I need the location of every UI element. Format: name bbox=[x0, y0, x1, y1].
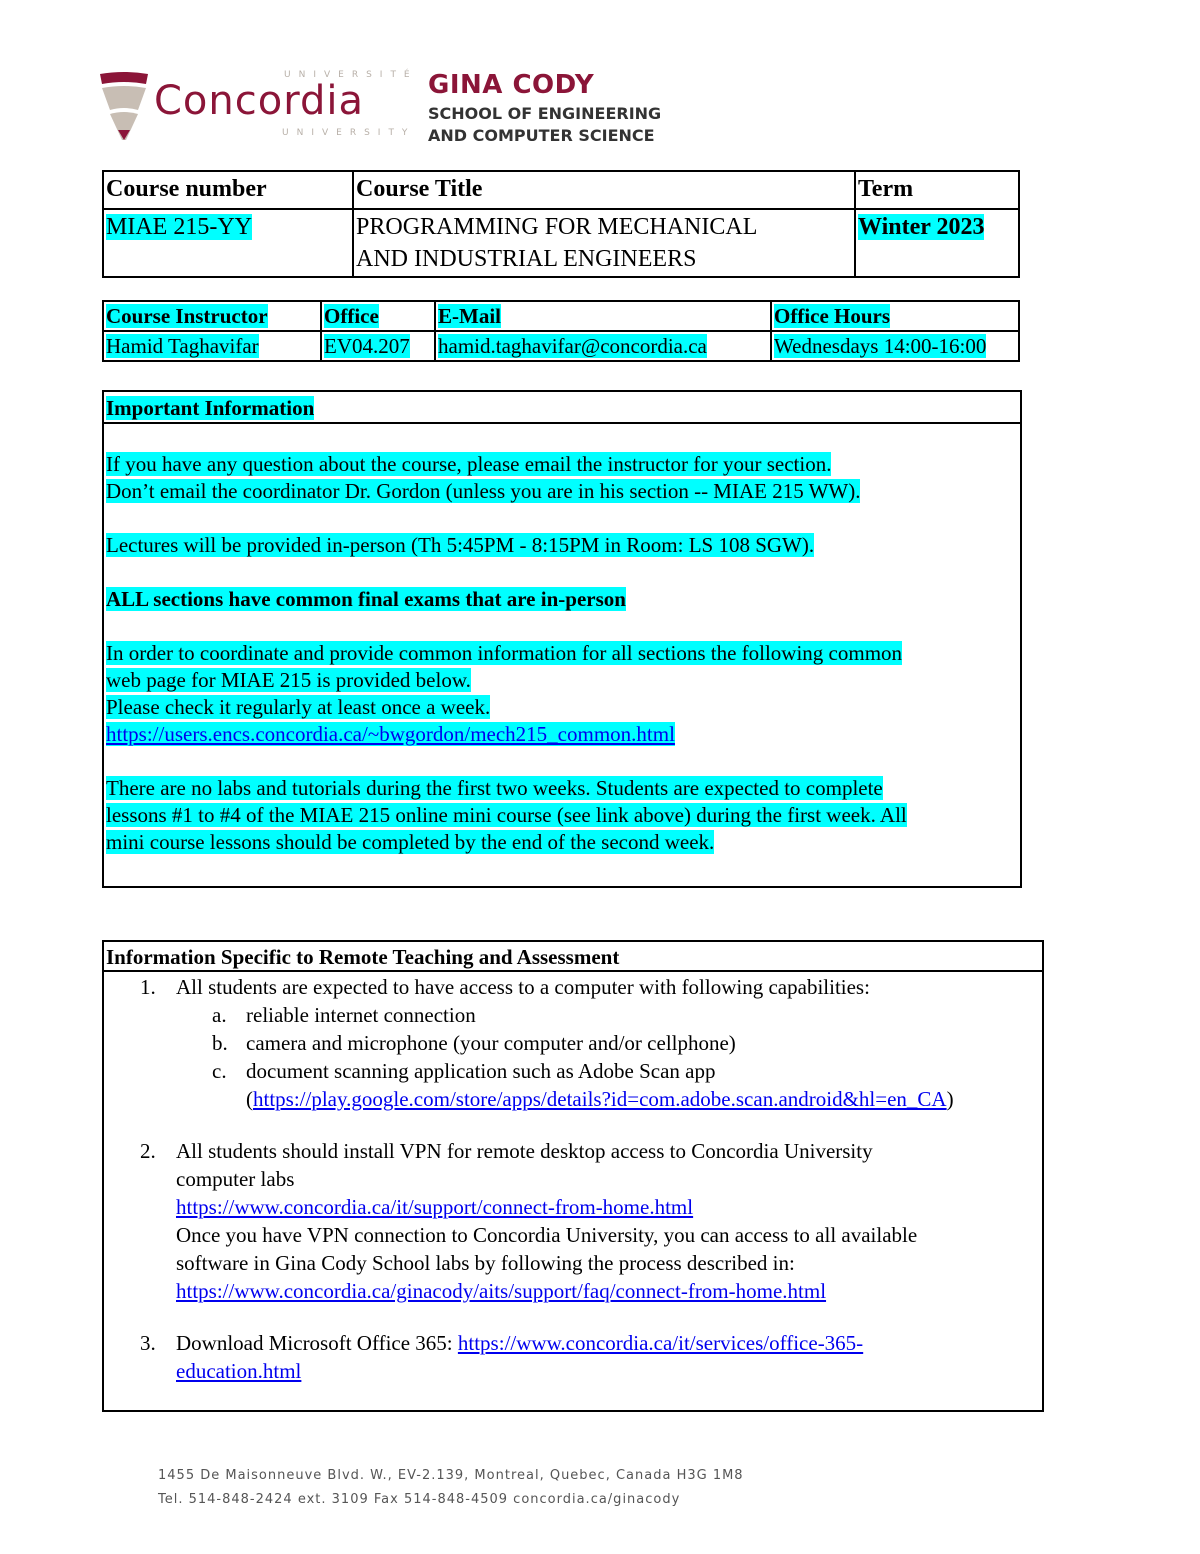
important-body bbox=[104, 424, 1020, 856]
email-cell bbox=[435, 331, 771, 361]
item2-line4: software in Gina Cody School labs by following the process described in: bbox=[176, 1251, 795, 1275]
office-header-cell bbox=[321, 301, 435, 331]
term-header: Term bbox=[855, 171, 1019, 209]
item3-link-cont-row bbox=[176, 1358, 1036, 1386]
ginacody-connect-link[interactable]: https://www.concordia.ca/ginacody/aits/support/faq/connect-from-home.html bbox=[176, 1279, 827, 1303]
important-title: Important Information bbox=[106, 396, 315, 420]
footer-address bbox=[158, 1464, 744, 1512]
item1a-text: reliable internet connection bbox=[246, 1003, 476, 1027]
item2-line3: Once you have VPN connection to Concordia University, you can access to all available bbox=[176, 1223, 918, 1247]
footer-line1: 1455 De Maisonneuve Blvd. W., EV-2.139, Montreal, Quebec, Canada H3G 1M8 bbox=[158, 1468, 744, 1483]
item1b-text: camera and microphone (your computer and/or cellphone) bbox=[246, 1031, 736, 1055]
item1b-letter: b. bbox=[212, 1031, 228, 1055]
instructor-table-header bbox=[103, 301, 1019, 331]
item1-number: 1. bbox=[140, 975, 156, 999]
item2-link1-row bbox=[176, 1194, 1036, 1222]
term-cell bbox=[855, 209, 1019, 277]
course-table-header bbox=[103, 171, 1019, 209]
universite-label: UNIVERSITÉ bbox=[284, 70, 418, 80]
course-title-header: Course Title bbox=[353, 171, 855, 209]
school-name: GINA CODY bbox=[428, 70, 595, 100]
instructor-table-row bbox=[103, 331, 1019, 361]
office365-link[interactable]: https://www.concordia.ca/it/services/office-365- bbox=[457, 1331, 864, 1355]
instructor-table bbox=[102, 300, 1020, 362]
office365-link-cont[interactable]: education.html bbox=[176, 1359, 302, 1383]
important-p4-line1: In order to coordinate and provide common information for all sections the following common bbox=[106, 641, 903, 665]
important-p1-line2: Don’t email the coordinator Dr. Gordon (unless you are in his section -- MIAE 215 WW). bbox=[106, 479, 861, 503]
item1a-letter: a. bbox=[212, 1003, 227, 1027]
vpn-connect-link[interactable]: https://www.concordia.ca/it/support/connect-from-home.html bbox=[176, 1195, 694, 1219]
item1c-text: document scanning application such as Adobe Scan app bbox=[246, 1059, 716, 1083]
hours-header: Office Hours bbox=[774, 304, 891, 328]
school-name-line3: AND COMPUTER SCIENCE bbox=[428, 126, 655, 145]
important-p5-line3: mini course lessons should be completed by the end of the second week. bbox=[106, 830, 715, 854]
important-information-box bbox=[102, 390, 1022, 888]
instructor-email: hamid.taghavifar@concordia.ca bbox=[438, 334, 707, 358]
course-title-line2: AND INDUSTRIAL ENGINEERS bbox=[356, 246, 697, 272]
office-value: EV04.207 bbox=[324, 334, 410, 358]
hours-cell bbox=[771, 331, 1019, 361]
important-p5-line2: lessons #1 to #4 of the MIAE 215 online mini course (see link above) during the first week. All bbox=[106, 803, 907, 827]
instructor-name-cell bbox=[103, 331, 321, 361]
instructor-name: Hamid Taghavifar bbox=[106, 334, 259, 358]
course-table bbox=[102, 170, 1020, 278]
item2-line1: All students should install VPN for remote desktop access to Concordia University bbox=[176, 1139, 873, 1163]
item3-text-row: Download Microsoft Office 365: https://www.concordia.ca/it/services/office-365- bbox=[176, 1331, 864, 1355]
remote-teaching-box bbox=[102, 940, 1044, 1412]
course-title-cell bbox=[353, 209, 855, 277]
course-table-row bbox=[103, 209, 1019, 277]
course-number-cell bbox=[103, 209, 353, 277]
university-label: UNIVERSITY bbox=[282, 128, 416, 138]
important-p4-line3: Please check it regularly at least once a week. bbox=[106, 695, 491, 719]
concordia-shield-icon bbox=[96, 70, 152, 142]
office-cell bbox=[321, 331, 435, 361]
school-name-line2: SCHOOL OF ENGINEERING bbox=[428, 104, 662, 123]
important-p4-link-row bbox=[106, 721, 1018, 748]
item3-number: 3. bbox=[140, 1331, 156, 1355]
item1-text: All students are expected to have access to a computer with following capabilities: bbox=[176, 975, 870, 999]
concordia-wordmark: Concordia bbox=[154, 78, 364, 124]
remote-title: Information Specific to Remote Teaching and Assessment bbox=[104, 942, 1042, 972]
item2-line2: computer labs bbox=[176, 1167, 295, 1191]
instructor-header-cell bbox=[103, 301, 321, 331]
email-header: E-Mail bbox=[438, 304, 501, 328]
important-p3: ALL sections have common final exams that are in-person bbox=[106, 587, 626, 611]
important-title-row bbox=[104, 392, 1020, 424]
footer-line2: Tel. 514-848-2424 ext. 3109 Fax 514-848-4509 concordia.ca/ginacody bbox=[158, 1492, 681, 1507]
item2-number: 2. bbox=[140, 1139, 156, 1163]
important-p5-line1: There are no labs and tutorials during the first two weeks. Students are expected to complete bbox=[106, 776, 883, 800]
important-p1-line1: If you have any question about the course, please email the instructor for your section. bbox=[106, 452, 832, 476]
course-number: MIAE 215-YY bbox=[106, 214, 252, 240]
hours-header-cell bbox=[771, 301, 1019, 331]
item1c-letter: c. bbox=[212, 1059, 227, 1083]
course-title-line1: PROGRAMMING FOR MECHANICAL bbox=[356, 214, 758, 240]
school-logo bbox=[96, 68, 696, 148]
mech215-common-link[interactable]: https://users.encs.concordia.ca/~bwgordon/mech215_common.html bbox=[106, 722, 675, 746]
item2-link2-row bbox=[176, 1278, 1036, 1306]
important-p2: Lectures will be provided in-person (Th 5:45PM - 8:15PM in Room: LS 108 SGW). bbox=[106, 533, 815, 557]
term-value: Winter 2023 bbox=[858, 214, 985, 240]
email-header-cell bbox=[435, 301, 771, 331]
item1c-link-row: (https://play.google.com/store/apps/details?id=com.adobe.scan.android&hl=en_CA) bbox=[246, 1087, 954, 1111]
office-header: Office bbox=[324, 304, 379, 328]
course-number-header: Course number bbox=[103, 171, 353, 209]
adobe-scan-link[interactable]: https://play.google.com/store/apps/details?id=com.adobe.scan.android&hl=en_CA bbox=[253, 1087, 947, 1111]
instructor-header: Course Instructor bbox=[106, 304, 268, 328]
office-hours-value: Wednesdays 14:00-16:00 bbox=[774, 334, 987, 358]
important-p4-line2: web page for MIAE 215 is provided below. bbox=[106, 668, 471, 692]
